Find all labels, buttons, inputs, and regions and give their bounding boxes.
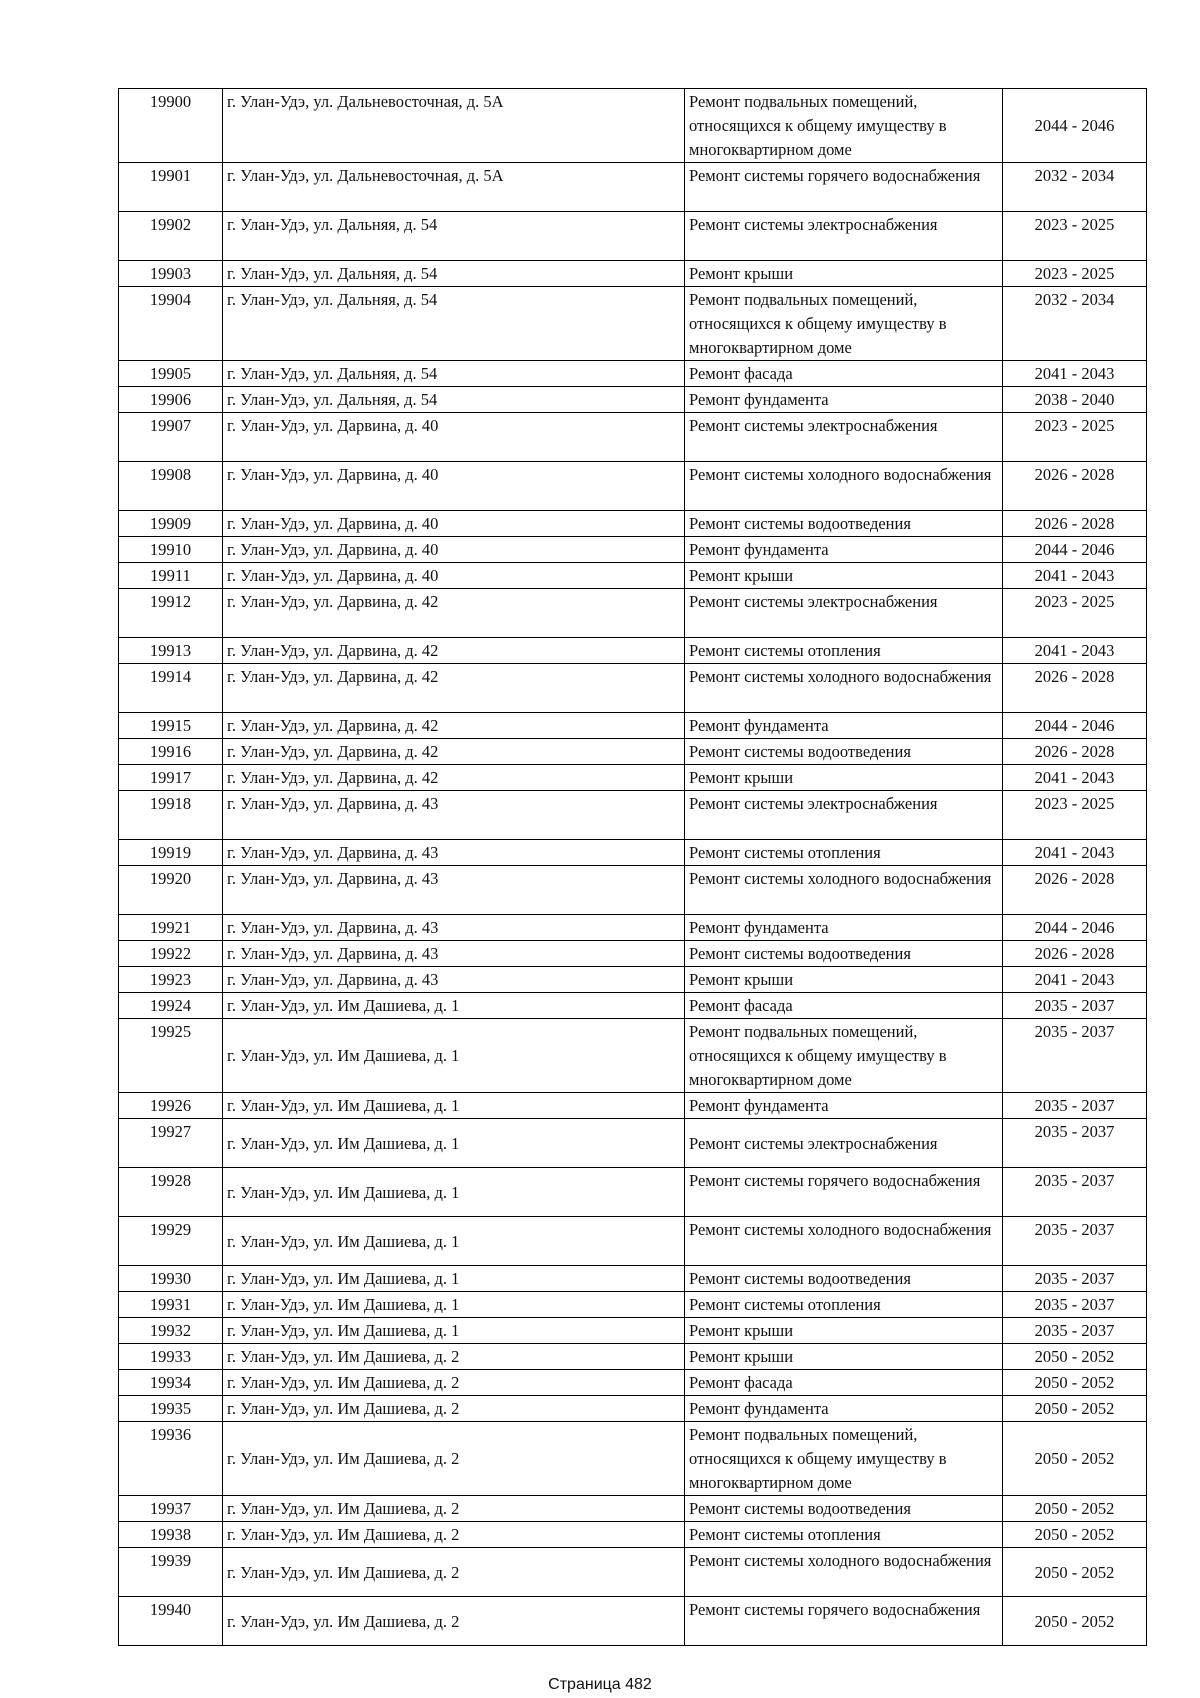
work-type-cell: Ремонт системы электроснабжения	[685, 413, 1003, 462]
address-cell: г. Улан-Удэ, ул. Дарвина, д. 42	[223, 638, 685, 664]
address-cell: г. Улан-Удэ, ул. Им Дашиева, д. 2	[223, 1548, 685, 1597]
work-type-cell: Ремонт фасада	[685, 1370, 1003, 1396]
table-row	[119, 739, 1147, 765]
table-row	[119, 967, 1147, 993]
work-type-cell: Ремонт подвальных помещений, относящихся к общему имуществу в многоквартирном доме	[685, 287, 1003, 361]
table-row	[119, 1019, 1147, 1093]
table-row	[119, 413, 1147, 462]
work-type-cell: Ремонт системы холодного водоснабжения	[685, 1217, 1003, 1266]
address-cell: г. Улан-Удэ, ул. Дарвина, д. 42	[223, 713, 685, 739]
house-number-cell: 19914	[119, 664, 223, 713]
work-type-cell: Ремонт фундамента	[685, 1093, 1003, 1119]
period-cell: 2050 - 2052	[1003, 1422, 1147, 1496]
table-row	[119, 1370, 1147, 1396]
address-cell: г. Улан-Удэ, ул. Дальняя, д. 54	[223, 212, 685, 261]
house-number-cell: 19932	[119, 1318, 223, 1344]
address-cell: г. Улан-Удэ, ул. Дальняя, д. 54	[223, 287, 685, 361]
address-cell: г. Улан-Удэ, ул. Им Дашиева, д. 2	[223, 1344, 685, 1370]
table-row	[119, 1548, 1147, 1597]
address-cell: г. Улан-Удэ, ул. Им Дашиева, д. 2	[223, 1597, 685, 1646]
table-row	[119, 563, 1147, 589]
address-cell: г. Улан-Удэ, ул. Им Дашиева, д. 1	[223, 1266, 685, 1292]
house-number-cell: 19929	[119, 1217, 223, 1266]
table-row	[119, 511, 1147, 537]
period-cell: 2035 - 2037	[1003, 1019, 1147, 1093]
house-number-cell: 19905	[119, 361, 223, 387]
work-type-cell: Ремонт системы отопления	[685, 1522, 1003, 1548]
table-row	[119, 664, 1147, 713]
address-cell: г. Улан-Удэ, ул. Им Дашиева, д. 2	[223, 1396, 685, 1422]
period-cell: 2035 - 2037	[1003, 1318, 1147, 1344]
work-type-cell: Ремонт системы отопления	[685, 638, 1003, 664]
house-number-cell: 19934	[119, 1370, 223, 1396]
period-cell: 2044 - 2046	[1003, 915, 1147, 941]
period-cell: 2023 - 2025	[1003, 413, 1147, 462]
work-type-cell: Ремонт крыши	[685, 967, 1003, 993]
house-number-cell: 19939	[119, 1548, 223, 1597]
table-row	[119, 1217, 1147, 1266]
address-cell: г. Улан-Удэ, ул. Дарвина, д. 43	[223, 915, 685, 941]
address-cell: г. Улан-Удэ, ул. Им Дашиева, д. 1	[223, 1292, 685, 1318]
work-type-cell: Ремонт подвальных помещений, относящихся к общему имуществу в многоквартирном доме	[685, 1019, 1003, 1093]
table-row	[119, 537, 1147, 563]
address-cell: г. Улан-Удэ, ул. Дальняя, д. 54	[223, 261, 685, 287]
address-cell: г. Улан-Удэ, ул. Дарвина, д. 40	[223, 413, 685, 462]
table-row	[119, 791, 1147, 840]
address-cell: г. Улан-Удэ, ул. Им Дашиева, д. 2	[223, 1522, 685, 1548]
period-cell: 2050 - 2052	[1003, 1344, 1147, 1370]
period-cell: 2035 - 2037	[1003, 1266, 1147, 1292]
address-cell: г. Улан-Удэ, ул. Дарвина, д. 43	[223, 941, 685, 967]
work-type-cell: Ремонт системы горячего водоснабжения	[685, 1168, 1003, 1217]
address-cell: г. Улан-Удэ, ул. Дальневосточная, д. 5А	[223, 163, 685, 212]
period-cell: 2023 - 2025	[1003, 589, 1147, 638]
table-row	[119, 212, 1147, 261]
house-number-cell: 19910	[119, 537, 223, 563]
address-cell: г. Улан-Удэ, ул. Дарвина, д. 42	[223, 739, 685, 765]
address-cell: г. Улан-Удэ, ул. Дарвина, д. 40	[223, 511, 685, 537]
address-cell: г. Улан-Удэ, ул. Им Дашиева, д. 1	[223, 993, 685, 1019]
table-row	[119, 163, 1147, 212]
work-type-cell: Ремонт системы водоотведения	[685, 511, 1003, 537]
address-cell: г. Улан-Удэ, ул. Им Дашиева, д. 1	[223, 1093, 685, 1119]
period-cell: 2035 - 2037	[1003, 1168, 1147, 1217]
page-number: Страница 482	[548, 1676, 652, 1693]
address-cell: г. Улан-Удэ, ул. Дальневосточная, д. 5А	[223, 89, 685, 163]
period-cell: 2050 - 2052	[1003, 1370, 1147, 1396]
table-row	[119, 462, 1147, 511]
address-cell: г. Улан-Удэ, ул. Им Дашиева, д. 2	[223, 1370, 685, 1396]
work-type-cell: Ремонт фасада	[685, 361, 1003, 387]
house-number-cell: 19925	[119, 1019, 223, 1093]
address-cell: г. Улан-Удэ, ул. Дарвина, д. 42	[223, 765, 685, 791]
house-number-cell: 19924	[119, 993, 223, 1019]
period-cell: 2023 - 2025	[1003, 791, 1147, 840]
work-type-cell: Ремонт фундамента	[685, 387, 1003, 413]
house-number-cell: 19936	[119, 1422, 223, 1496]
house-number-cell: 19919	[119, 840, 223, 866]
period-cell: 2050 - 2052	[1003, 1548, 1147, 1597]
work-type-cell: Ремонт системы холодного водоснабжения	[685, 866, 1003, 915]
period-cell: 2050 - 2052	[1003, 1496, 1147, 1522]
house-number-cell: 19916	[119, 739, 223, 765]
house-number-cell: 19918	[119, 791, 223, 840]
house-number-cell: 19904	[119, 287, 223, 361]
table-row	[119, 1496, 1147, 1522]
house-number-cell: 19928	[119, 1168, 223, 1217]
address-cell: г. Улан-Удэ, ул. Им Дашиева, д. 1	[223, 1019, 685, 1093]
house-number-cell: 19911	[119, 563, 223, 589]
period-cell: 2032 - 2034	[1003, 287, 1147, 361]
table-row	[119, 1344, 1147, 1370]
address-cell: г. Улан-Удэ, ул. Дарвина, д. 42	[223, 664, 685, 713]
address-cell: г. Улан-Удэ, ул. Им Дашиева, д. 2	[223, 1422, 685, 1496]
address-cell: г. Улан-Удэ, ул. Дарвина, д. 43	[223, 967, 685, 993]
work-type-cell: Ремонт системы электроснабжения	[685, 589, 1003, 638]
table-row	[119, 1168, 1147, 1217]
table-row	[119, 713, 1147, 739]
house-number-cell: 19906	[119, 387, 223, 413]
period-cell: 2041 - 2043	[1003, 563, 1147, 589]
house-number-cell: 19921	[119, 915, 223, 941]
work-type-cell: Ремонт системы холодного водоснабжения	[685, 1548, 1003, 1597]
table-row	[119, 1522, 1147, 1548]
work-type-cell: Ремонт подвальных помещений, относящихся к общему имуществу в многоквартирном доме	[685, 89, 1003, 163]
house-number-cell: 19920	[119, 866, 223, 915]
house-number-cell: 19940	[119, 1597, 223, 1646]
work-type-cell: Ремонт системы горячего водоснабжения	[685, 1597, 1003, 1646]
house-number-cell: 19902	[119, 212, 223, 261]
period-cell: 2041 - 2043	[1003, 638, 1147, 664]
address-cell: г. Улан-Удэ, ул. Им Дашиева, д. 1	[223, 1119, 685, 1168]
period-cell: 2041 - 2043	[1003, 967, 1147, 993]
table-row	[119, 1266, 1147, 1292]
work-type-cell: Ремонт фундамента	[685, 1396, 1003, 1422]
period-cell: 2026 - 2028	[1003, 739, 1147, 765]
work-type-cell: Ремонт системы электроснабжения	[685, 791, 1003, 840]
table-row	[119, 1422, 1147, 1496]
house-number-cell: 19908	[119, 462, 223, 511]
work-type-cell: Ремонт системы водоотведения	[685, 739, 1003, 765]
house-number-cell: 19909	[119, 511, 223, 537]
table-row	[119, 941, 1147, 967]
table-row	[119, 638, 1147, 664]
address-cell: г. Улан-Удэ, ул. Дарвина, д. 43	[223, 840, 685, 866]
address-cell: г. Улан-Удэ, ул. Дарвина, д. 40	[223, 563, 685, 589]
work-type-cell: Ремонт системы водоотведения	[685, 1496, 1003, 1522]
work-type-cell: Ремонт системы водоотведения	[685, 941, 1003, 967]
house-number-cell: 19900	[119, 89, 223, 163]
table-row	[119, 915, 1147, 941]
address-cell: г. Улан-Удэ, ул. Дарвина, д. 42	[223, 589, 685, 638]
work-type-cell: Ремонт системы горячего водоснабжения	[685, 163, 1003, 212]
work-type-cell: Ремонт системы холодного водоснабжения	[685, 462, 1003, 511]
table-row	[119, 1597, 1147, 1646]
work-type-cell: Ремонт системы холодного водоснабжения	[685, 664, 1003, 713]
period-cell: 2050 - 2052	[1003, 1522, 1147, 1548]
work-type-cell: Ремонт крыши	[685, 765, 1003, 791]
period-cell: 2035 - 2037	[1003, 993, 1147, 1019]
period-cell: 2023 - 2025	[1003, 212, 1147, 261]
table-row	[119, 387, 1147, 413]
table-row	[119, 765, 1147, 791]
period-cell: 2050 - 2052	[1003, 1597, 1147, 1646]
table-row	[119, 89, 1147, 163]
period-cell: 2044 - 2046	[1003, 537, 1147, 563]
repair-schedule-table	[118, 88, 1147, 1646]
period-cell: 2023 - 2025	[1003, 261, 1147, 287]
house-number-cell: 19907	[119, 413, 223, 462]
period-cell: 2041 - 2043	[1003, 361, 1147, 387]
period-cell: 2044 - 2046	[1003, 713, 1147, 739]
period-cell: 2044 - 2046	[1003, 89, 1147, 163]
work-type-cell: Ремонт системы отопления	[685, 1292, 1003, 1318]
table-row	[119, 1119, 1147, 1168]
house-number-cell: 19922	[119, 941, 223, 967]
house-number-cell: 19917	[119, 765, 223, 791]
period-cell: 2050 - 2052	[1003, 1396, 1147, 1422]
table-row	[119, 589, 1147, 638]
work-type-cell: Ремонт фундамента	[685, 915, 1003, 941]
house-number-cell: 19927	[119, 1119, 223, 1168]
house-number-cell: 19913	[119, 638, 223, 664]
address-cell: г. Улан-Удэ, ул. Дарвина, д. 43	[223, 791, 685, 840]
period-cell: 2035 - 2037	[1003, 1292, 1147, 1318]
address-cell: г. Улан-Удэ, ул. Дарвина, д. 40	[223, 537, 685, 563]
house-number-cell: 19930	[119, 1266, 223, 1292]
address-cell: г. Улан-Удэ, ул. Дальняя, д. 54	[223, 387, 685, 413]
period-cell: 2035 - 2037	[1003, 1093, 1147, 1119]
house-number-cell: 19903	[119, 261, 223, 287]
work-type-cell: Ремонт фундамента	[685, 713, 1003, 739]
period-cell: 2035 - 2037	[1003, 1119, 1147, 1168]
address-cell: г. Улан-Удэ, ул. Им Дашиева, д. 1	[223, 1168, 685, 1217]
work-type-cell: Ремонт системы отопления	[685, 840, 1003, 866]
table-row	[119, 866, 1147, 915]
table-body	[119, 89, 1147, 1646]
address-cell: г. Улан-Удэ, ул. Дарвина, д. 43	[223, 866, 685, 915]
work-type-cell: Ремонт крыши	[685, 261, 1003, 287]
work-type-cell: Ремонт системы электроснабжения	[685, 1119, 1003, 1168]
house-number-cell: 19937	[119, 1496, 223, 1522]
address-cell: г. Улан-Удэ, ул. Дальняя, д. 54	[223, 361, 685, 387]
table-row	[119, 287, 1147, 361]
house-number-cell: 19923	[119, 967, 223, 993]
period-cell: 2026 - 2028	[1003, 511, 1147, 537]
address-cell: г. Улан-Удэ, ул. Им Дашиева, д. 1	[223, 1217, 685, 1266]
table-row	[119, 1093, 1147, 1119]
work-type-cell: Ремонт крыши	[685, 1344, 1003, 1370]
table-row	[119, 1318, 1147, 1344]
period-cell: 2032 - 2034	[1003, 163, 1147, 212]
work-type-cell: Ремонт фундамента	[685, 537, 1003, 563]
work-type-cell: Ремонт подвальных помещений, относящихся к общему имуществу в многоквартирном доме	[685, 1422, 1003, 1496]
period-cell: 2026 - 2028	[1003, 664, 1147, 713]
work-type-cell: Ремонт крыши	[685, 563, 1003, 589]
period-cell: 2026 - 2028	[1003, 941, 1147, 967]
house-number-cell: 19931	[119, 1292, 223, 1318]
period-cell: 2041 - 2043	[1003, 840, 1147, 866]
house-number-cell: 19912	[119, 589, 223, 638]
table-row	[119, 261, 1147, 287]
work-type-cell: Ремонт крыши	[685, 1318, 1003, 1344]
house-number-cell: 19915	[119, 713, 223, 739]
table-row	[119, 1396, 1147, 1422]
address-cell: г. Улан-Удэ, ул. Им Дашиева, д. 1	[223, 1318, 685, 1344]
house-number-cell: 19901	[119, 163, 223, 212]
table-row	[119, 993, 1147, 1019]
table-row	[119, 1292, 1147, 1318]
house-number-cell: 19935	[119, 1396, 223, 1422]
period-cell: 2038 - 2040	[1003, 387, 1147, 413]
work-type-cell: Ремонт фасада	[685, 993, 1003, 1019]
work-type-cell: Ремонт системы водоотведения	[685, 1266, 1003, 1292]
house-number-cell: 19938	[119, 1522, 223, 1548]
address-cell: г. Улан-Удэ, ул. Им Дашиева, д. 2	[223, 1496, 685, 1522]
house-number-cell: 19933	[119, 1344, 223, 1370]
work-type-cell: Ремонт системы электроснабжения	[685, 212, 1003, 261]
table-row	[119, 361, 1147, 387]
address-cell: г. Улан-Удэ, ул. Дарвина, д. 40	[223, 462, 685, 511]
period-cell: 2026 - 2028	[1003, 866, 1147, 915]
house-number-cell: 19926	[119, 1093, 223, 1119]
table-row	[119, 840, 1147, 866]
period-cell: 2026 - 2028	[1003, 462, 1147, 511]
period-cell: 2041 - 2043	[1003, 765, 1147, 791]
period-cell: 2035 - 2037	[1003, 1217, 1147, 1266]
